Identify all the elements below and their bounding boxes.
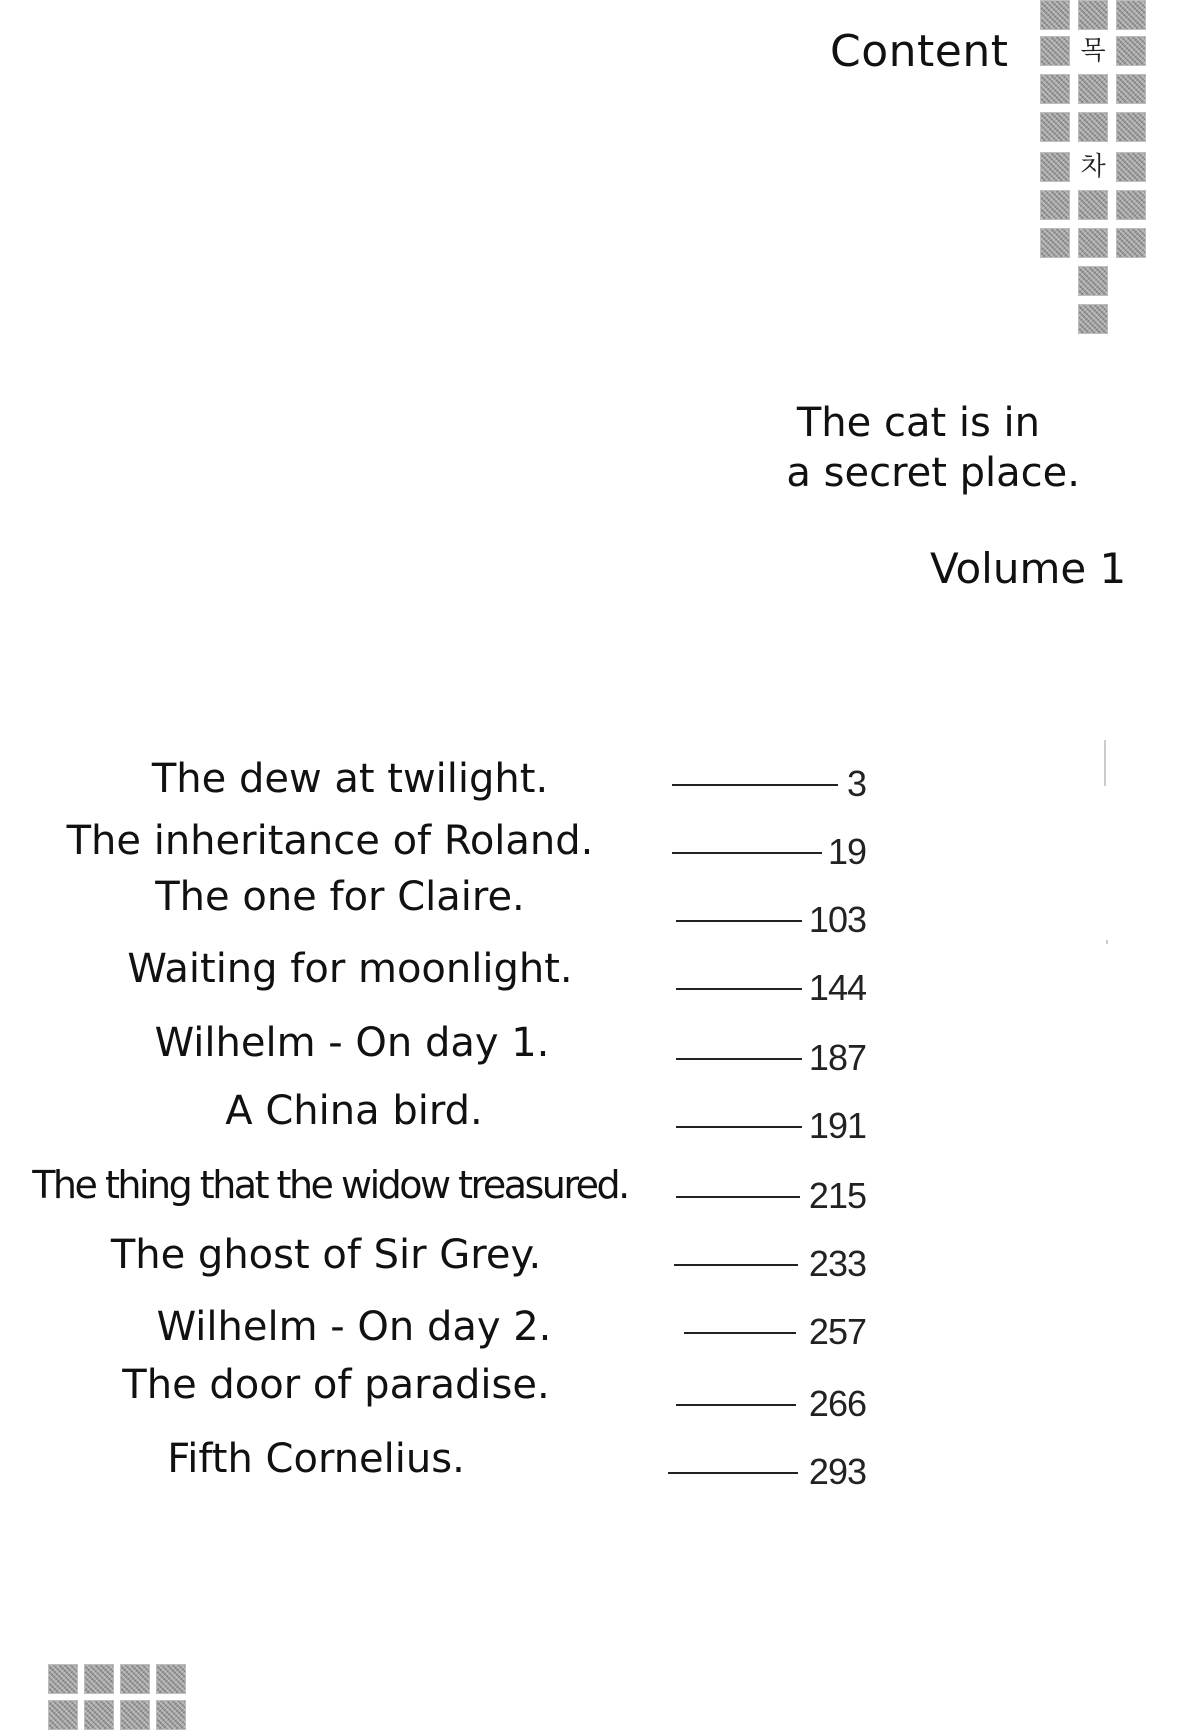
series-title-line2: a secret place. <box>786 450 1080 496</box>
toc-entry[interactable] <box>0 1360 900 1424</box>
toc-entry-title: Wilhelm - On day 2. <box>156 1304 552 1350</box>
toc-entry-title: The ghost of Sir Grey. <box>110 1232 542 1278</box>
toc-entry-page: 103 <box>808 899 866 940</box>
toc-entry[interactable] <box>0 816 900 876</box>
toc-entry-title: The thing that the widow treasured. <box>32 1163 628 1207</box>
toc-entry-page: 293 <box>808 1451 866 1492</box>
series-title-line1: The cat is in <box>796 400 1040 446</box>
toc-entry-title: The door of paradise. <box>122 1362 550 1408</box>
toc-entry[interactable] <box>0 944 900 1008</box>
toc-entry-page: 144 <box>808 967 866 1008</box>
toc-leader-line <box>676 1058 802 1060</box>
toc-entry-title: Wilhelm - On day 1. <box>154 1020 550 1066</box>
korean-glyph-mok: 목 <box>1078 32 1108 64</box>
toc-entry-page: 257 <box>808 1311 866 1352</box>
toc-leader-line <box>668 1472 798 1474</box>
toc-entry[interactable] <box>0 1086 900 1146</box>
toc-entry[interactable] <box>0 1160 900 1220</box>
toc-entry[interactable] <box>0 1302 900 1362</box>
decorative-mark <box>1106 940 1108 944</box>
toc-entry-title: The inheritance of Roland. <box>66 818 594 864</box>
toc-entry-title: Fifth Cornelius. <box>167 1436 465 1482</box>
decorative-mark <box>1104 740 1106 786</box>
toc-leader-line <box>676 1126 802 1128</box>
toc-leader-line <box>676 1196 800 1198</box>
toc-entry-title: A China bird. <box>225 1088 483 1134</box>
toc-entry-page: 215 <box>808 1175 866 1216</box>
toc-entry[interactable] <box>0 1230 900 1290</box>
toc-entry[interactable] <box>0 872 900 940</box>
toc-entry-page: 187 <box>808 1037 866 1078</box>
toc-entry-page: 233 <box>808 1243 866 1284</box>
toc-leader-line <box>684 1332 796 1334</box>
toc-leader-line <box>674 1264 798 1266</box>
volume-label: Volume 1 <box>930 544 1127 593</box>
toc-leader-line <box>676 1404 796 1406</box>
toc-entry[interactable] <box>0 1434 900 1494</box>
toc-entry-title: The dew at twilight. <box>151 756 549 802</box>
toc-entry-page: 191 <box>808 1105 866 1146</box>
toc-leader-line <box>676 988 802 990</box>
toc-entry-page: 3 <box>846 763 866 804</box>
toc-entry[interactable] <box>0 754 900 814</box>
toc-leader-line <box>676 920 802 922</box>
toc-entry-page: 266 <box>808 1383 866 1424</box>
toc-entry[interactable] <box>0 1018 900 1078</box>
bottom-tile-motif <box>48 1664 198 1734</box>
korean-glyph-cha: 차 <box>1078 148 1108 180</box>
page-title: Content <box>830 26 1009 77</box>
toc-entry-page: 19 <box>827 831 866 872</box>
toc-entry-title: The one for Claire. <box>155 874 525 920</box>
toc-entry-title: Waiting for moonlight. <box>127 946 573 992</box>
